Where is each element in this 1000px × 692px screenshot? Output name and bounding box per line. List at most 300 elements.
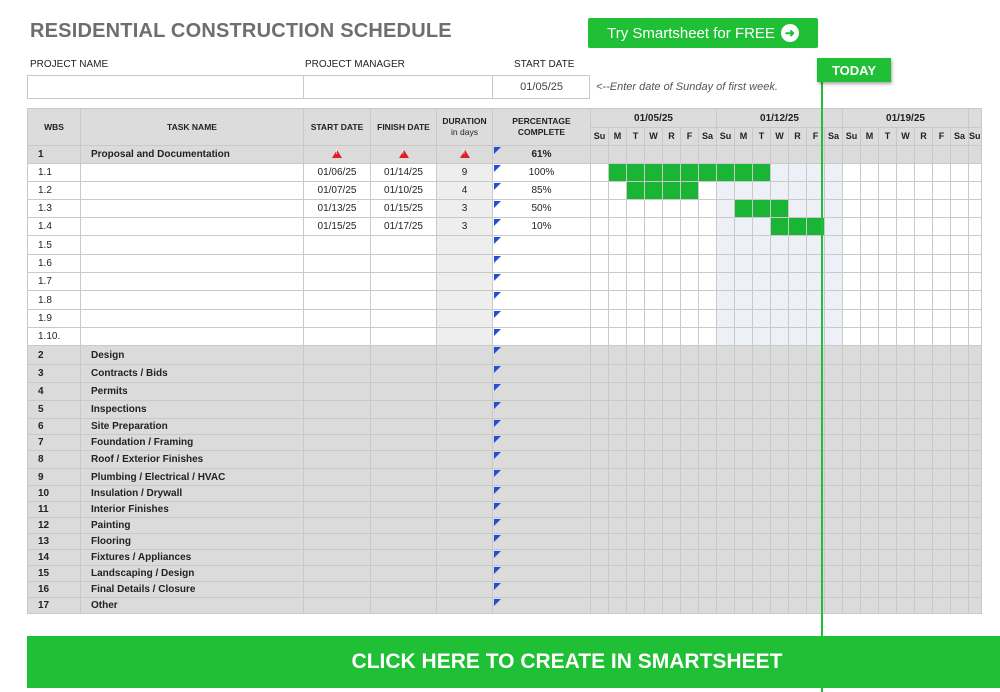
percent-complete-cell[interactable] xyxy=(493,182,591,200)
task-name-cell[interactable] xyxy=(81,164,304,182)
start-date-cell[interactable] xyxy=(304,255,371,273)
start-date-cell[interactable] xyxy=(304,328,371,346)
gantt-day-cell xyxy=(951,550,969,566)
table-row[interactable] xyxy=(28,273,982,291)
gantt-day-cell xyxy=(627,566,645,582)
start-date-cell[interactable]: 01/06/25 xyxy=(304,164,371,182)
duration-cell xyxy=(437,346,493,365)
table-row[interactable] xyxy=(28,598,982,614)
gantt-bar-cell xyxy=(735,200,753,218)
gantt-day-cell xyxy=(861,486,879,502)
percent-complete-cell[interactable] xyxy=(493,310,591,328)
gantt-day-cell xyxy=(897,598,915,614)
table-row[interactable] xyxy=(28,182,982,200)
gantt-day-cell xyxy=(915,534,933,550)
gantt-day-cell xyxy=(627,518,645,534)
percent-complete-cell[interactable] xyxy=(493,218,591,236)
start-date-cell[interactable] xyxy=(304,582,371,598)
gantt-day-cell xyxy=(753,182,771,200)
day-header: M xyxy=(861,128,879,146)
duration-cell xyxy=(437,291,493,310)
start-date-cell[interactable] xyxy=(304,502,371,518)
gantt-day-cell xyxy=(735,346,753,365)
gantt-day-cell xyxy=(897,310,915,328)
percent-complete-cell[interactable] xyxy=(493,582,591,598)
create-in-smartsheet-button[interactable] xyxy=(27,636,1000,688)
table-row[interactable] xyxy=(28,469,982,486)
finish-date-cell[interactable]: 01/10/25 xyxy=(371,182,437,200)
gantt-day-cell xyxy=(699,218,717,236)
task-name-cell[interactable]: Painting xyxy=(81,518,304,534)
try-smartsheet-button[interactable] xyxy=(588,18,818,48)
start-date-cell[interactable] xyxy=(304,419,371,435)
table-row[interactable] xyxy=(28,550,982,566)
gantt-day-cell xyxy=(879,182,897,200)
gantt-day-cell xyxy=(771,236,789,255)
finish-date-cell[interactable] xyxy=(371,146,437,164)
start-date-cell[interactable] xyxy=(304,451,371,469)
finish-date-cell[interactable] xyxy=(371,365,437,383)
task-name-cell[interactable]: Flooring xyxy=(81,534,304,550)
table-row[interactable] xyxy=(28,419,982,435)
gantt-day-cell xyxy=(843,451,861,469)
percent-complete-cell[interactable] xyxy=(493,566,591,582)
gantt-day-cell xyxy=(735,451,753,469)
start-date-cell[interactable] xyxy=(304,236,371,255)
gantt-day-cell xyxy=(861,598,879,614)
gantt-day-cell xyxy=(663,598,681,614)
start-date-cell[interactable] xyxy=(304,383,371,401)
percent-complete-cell[interactable] xyxy=(493,365,591,383)
finish-date-cell[interactable] xyxy=(371,534,437,550)
day-header: Su xyxy=(591,128,609,146)
start-date-cell[interactable] xyxy=(304,310,371,328)
gantt-day-cell xyxy=(645,273,663,291)
gantt-day-cell xyxy=(609,401,627,419)
gantt-day-cell xyxy=(771,310,789,328)
gantt-day-cell xyxy=(771,469,789,486)
task-name-cell[interactable] xyxy=(81,200,304,218)
finish-date-cell[interactable] xyxy=(371,328,437,346)
comment-flag-icon xyxy=(494,147,501,154)
table-row[interactable] xyxy=(28,200,982,218)
project-name-field[interactable] xyxy=(27,75,304,99)
task-name-cell[interactable] xyxy=(81,310,304,328)
gantt-day-cell xyxy=(663,469,681,486)
percent-complete-cell[interactable] xyxy=(493,291,591,310)
percent-complete-cell[interactable] xyxy=(493,146,591,164)
finish-date-cell[interactable] xyxy=(371,291,437,310)
gantt-day-cell xyxy=(933,582,951,598)
gantt-day-cell xyxy=(933,255,951,273)
week-header-3: 01/19/25 xyxy=(843,109,969,128)
percent-complete-cell[interactable] xyxy=(493,401,591,419)
start-date-cell[interactable] xyxy=(304,550,371,566)
gantt-day-cell xyxy=(825,164,843,182)
comment-flag-icon xyxy=(494,201,501,208)
gantt-day-cell xyxy=(951,310,969,328)
gantt-day-cell xyxy=(681,469,699,486)
gantt-day-cell xyxy=(627,419,645,435)
col-header-wbs: WBS xyxy=(28,109,81,146)
task-name-cell[interactable]: Contracts / Bids xyxy=(81,365,304,383)
percent-complete-cell[interactable] xyxy=(493,273,591,291)
gantt-day-cell xyxy=(969,346,982,365)
gantt-day-cell xyxy=(735,365,753,383)
percent-complete-cell[interactable] xyxy=(493,502,591,518)
start-date-cell[interactable]: 01/07/25 xyxy=(304,182,371,200)
gantt-day-cell xyxy=(825,200,843,218)
gantt-day-cell xyxy=(681,518,699,534)
gantt-bar-cell xyxy=(753,200,771,218)
project-manager-field[interactable] xyxy=(303,75,493,99)
day-header: W xyxy=(771,128,789,146)
gantt-day-cell xyxy=(663,310,681,328)
gantt-day-cell xyxy=(915,419,933,435)
task-name-cell[interactable]: Interior Finishes xyxy=(81,502,304,518)
task-name-cell[interactable]: Landscaping / Design xyxy=(81,566,304,582)
percent-complete-cell[interactable] xyxy=(493,550,591,566)
start-date-cell[interactable] xyxy=(304,435,371,451)
percent-complete-cell[interactable] xyxy=(493,255,591,273)
percent-complete-cell[interactable] xyxy=(493,435,591,451)
gantt-day-cell xyxy=(627,534,645,550)
gantt-day-cell xyxy=(879,502,897,518)
start-date-cell[interactable] xyxy=(304,146,371,164)
duration-cell xyxy=(437,518,493,534)
finish-date-cell[interactable] xyxy=(371,401,437,419)
gantt-day-cell xyxy=(663,566,681,582)
comment-flag-icon xyxy=(494,599,501,606)
gantt-day-cell xyxy=(753,273,771,291)
task-name-cell[interactable]: Inspections xyxy=(81,401,304,419)
day-header: Su xyxy=(969,128,982,146)
gantt-day-cell xyxy=(969,365,982,383)
gantt-day-cell xyxy=(609,550,627,566)
gantt-day-cell xyxy=(843,236,861,255)
gantt-day-cell xyxy=(627,291,645,310)
gantt-day-cell xyxy=(843,218,861,236)
finish-date-cell[interactable] xyxy=(371,486,437,502)
finish-date-cell[interactable] xyxy=(371,518,437,534)
comment-flag-icon xyxy=(494,274,501,281)
duration-cell xyxy=(437,310,493,328)
gantt-day-cell xyxy=(699,451,717,469)
start-date-cell[interactable] xyxy=(304,365,371,383)
gantt-day-cell xyxy=(627,598,645,614)
percent-complete-cell[interactable] xyxy=(493,383,591,401)
table-row[interactable] xyxy=(28,146,982,164)
gantt-day-cell xyxy=(591,200,609,218)
wbs-cell: 15 xyxy=(28,566,81,582)
task-name-cell[interactable]: Foundation / Framing xyxy=(81,435,304,451)
gantt-day-cell xyxy=(879,566,897,582)
day-header: F xyxy=(933,128,951,146)
start-date-cell[interactable]: 01/15/25 xyxy=(304,218,371,236)
table-row[interactable] xyxy=(28,310,982,328)
finish-date-cell[interactable] xyxy=(371,582,437,598)
finish-date-cell[interactable] xyxy=(371,451,437,469)
percent-complete-cell[interactable] xyxy=(493,518,591,534)
table-row[interactable] xyxy=(28,401,982,419)
gantt-day-cell xyxy=(879,419,897,435)
project-name-label: PROJECT NAME xyxy=(30,59,109,70)
finish-date-cell[interactable]: 01/14/25 xyxy=(371,164,437,182)
gantt-day-cell xyxy=(969,582,982,598)
gantt-day-cell xyxy=(609,310,627,328)
table-row[interactable] xyxy=(28,365,982,383)
percent-complete-cell[interactable] xyxy=(493,486,591,502)
percent-complete-cell[interactable] xyxy=(493,419,591,435)
gantt-day-cell xyxy=(609,200,627,218)
col-header-duration xyxy=(437,109,493,146)
task-name-cell[interactable]: Other xyxy=(81,598,304,614)
start-date-cell[interactable] xyxy=(304,534,371,550)
gantt-day-cell xyxy=(843,486,861,502)
finish-date-cell[interactable] xyxy=(371,383,437,401)
start-date-cell[interactable] xyxy=(304,566,371,582)
try-smartsheet-label: Try Smartsheet for FREE xyxy=(607,24,775,42)
duration-cell xyxy=(437,502,493,518)
table-row[interactable] xyxy=(28,164,982,182)
gantt-day-cell xyxy=(681,534,699,550)
arrow-circle-icon: ➜ xyxy=(781,24,799,42)
table-row[interactable] xyxy=(28,518,982,534)
gantt-day-cell xyxy=(663,365,681,383)
task-name-cell[interactable]: Plumbing / Electrical / HVAC xyxy=(81,469,304,486)
finish-date-cell[interactable]: 01/17/25 xyxy=(371,218,437,236)
gantt-day-cell xyxy=(825,401,843,419)
comment-flag-icon xyxy=(494,470,501,477)
day-header: Sa xyxy=(699,128,717,146)
gantt-day-cell xyxy=(663,200,681,218)
gantt-day-cell xyxy=(915,401,933,419)
duration-cell xyxy=(437,328,493,346)
finish-date-cell[interactable] xyxy=(371,419,437,435)
gantt-day-cell xyxy=(861,200,879,218)
gantt-day-cell xyxy=(699,435,717,451)
gantt-bar-cell xyxy=(645,164,663,182)
task-name-cell[interactable]: Insulation / Drywall xyxy=(81,486,304,502)
gantt-day-cell xyxy=(879,598,897,614)
gantt-bar-cell xyxy=(645,182,663,200)
start-date-cell[interactable] xyxy=(304,486,371,502)
gantt-day-cell xyxy=(897,451,915,469)
duration-cell xyxy=(437,365,493,383)
start-date-cell[interactable] xyxy=(304,598,371,614)
comment-flag-icon xyxy=(494,219,501,226)
wbs-cell: 10 xyxy=(28,486,81,502)
gantt-day-cell xyxy=(753,419,771,435)
gantt-day-cell xyxy=(969,598,982,614)
gantt-day-cell xyxy=(591,164,609,182)
percent-complete-cell[interactable] xyxy=(493,469,591,486)
gantt-day-cell xyxy=(663,255,681,273)
percent-complete-cell[interactable] xyxy=(493,534,591,550)
gantt-day-cell xyxy=(717,534,735,550)
start-date-field[interactable]: 01/05/25 xyxy=(492,75,590,99)
table-row[interactable] xyxy=(28,383,982,401)
finish-date-cell[interactable] xyxy=(371,255,437,273)
percent-complete-cell[interactable] xyxy=(493,451,591,469)
start-date-cell[interactable]: 01/13/25 xyxy=(304,200,371,218)
finish-date-cell[interactable] xyxy=(371,273,437,291)
finish-date-cell[interactable] xyxy=(371,598,437,614)
week-header-1: 01/05/25 xyxy=(591,109,717,128)
gantt-day-cell xyxy=(861,451,879,469)
gantt-day-cell xyxy=(861,365,879,383)
finish-date-cell[interactable] xyxy=(371,469,437,486)
gantt-day-cell xyxy=(771,273,789,291)
gantt-day-cell xyxy=(735,486,753,502)
start-date-cell[interactable] xyxy=(304,469,371,486)
gantt-day-cell xyxy=(951,291,969,310)
gantt-day-cell xyxy=(681,383,699,401)
gantt-day-cell xyxy=(825,365,843,383)
gantt-day-cell xyxy=(969,383,982,401)
gantt-day-cell xyxy=(861,518,879,534)
task-name-cell[interactable]: Design xyxy=(81,346,304,365)
finish-date-cell[interactable] xyxy=(371,236,437,255)
finish-date-cell[interactable] xyxy=(371,502,437,518)
gantt-day-cell xyxy=(951,469,969,486)
gantt-day-cell xyxy=(609,182,627,200)
task-name-cell[interactable] xyxy=(81,273,304,291)
gantt-day-cell xyxy=(861,419,879,435)
finish-date-cell[interactable]: 01/15/25 xyxy=(371,200,437,218)
percent-complete-cell[interactable] xyxy=(493,346,591,365)
gantt-day-cell xyxy=(879,255,897,273)
task-name-cell[interactable] xyxy=(81,255,304,273)
start-date-label: START DATE xyxy=(514,59,575,70)
gantt-day-cell xyxy=(681,486,699,502)
gantt-day-cell xyxy=(681,273,699,291)
gantt-day-cell xyxy=(681,328,699,346)
gantt-day-cell xyxy=(861,401,879,419)
task-name-cell[interactable] xyxy=(81,236,304,255)
start-date-cell[interactable] xyxy=(304,518,371,534)
table-row[interactable] xyxy=(28,218,982,236)
gantt-day-cell xyxy=(627,401,645,419)
table-row[interactable] xyxy=(28,582,982,598)
gantt-day-cell xyxy=(681,419,699,435)
gantt-day-cell xyxy=(609,273,627,291)
gantt-day-cell xyxy=(951,146,969,164)
task-name-cell[interactable] xyxy=(81,182,304,200)
percent-complete-cell[interactable] xyxy=(493,328,591,346)
task-name-cell[interactable]: Final Details / Closure xyxy=(81,582,304,598)
gantt-day-cell xyxy=(753,383,771,401)
comment-flag-icon xyxy=(494,503,501,510)
task-name-cell[interactable]: Site Preparation xyxy=(81,419,304,435)
table-row[interactable] xyxy=(28,451,982,469)
wbs-cell: 1.8 xyxy=(28,291,81,310)
gantt-day-cell xyxy=(627,451,645,469)
start-date-cell[interactable] xyxy=(304,273,371,291)
gantt-day-cell xyxy=(735,236,753,255)
task-name-cell[interactable]: Proposal and Documentation xyxy=(81,146,304,164)
finish-date-cell[interactable] xyxy=(371,346,437,365)
gantt-day-cell xyxy=(735,255,753,273)
gantt-day-cell xyxy=(609,346,627,365)
gantt-day-cell xyxy=(771,486,789,502)
finish-date-cell[interactable] xyxy=(371,435,437,451)
gantt-day-cell xyxy=(933,164,951,182)
gantt-day-cell xyxy=(969,291,982,310)
gantt-day-cell xyxy=(789,164,807,182)
start-date-cell[interactable] xyxy=(304,346,371,365)
comment-flag-icon xyxy=(494,329,501,336)
day-header: R xyxy=(915,128,933,146)
task-name-cell[interactable] xyxy=(81,218,304,236)
percent-complete-cell[interactable] xyxy=(493,200,591,218)
finish-date-cell[interactable] xyxy=(371,566,437,582)
gantt-day-cell xyxy=(897,200,915,218)
gantt-day-cell xyxy=(681,435,699,451)
gantt-day-cell xyxy=(591,486,609,502)
today-badge: TODAY xyxy=(817,58,891,82)
task-name-cell[interactable] xyxy=(81,328,304,346)
gantt-day-cell xyxy=(771,182,789,200)
table-row[interactable] xyxy=(28,435,982,451)
gantt-day-cell xyxy=(825,550,843,566)
table-row[interactable] xyxy=(28,328,982,346)
gantt-day-cell xyxy=(915,451,933,469)
gantt-day-cell xyxy=(609,502,627,518)
gantt-day-cell xyxy=(663,146,681,164)
gantt-day-cell xyxy=(879,518,897,534)
day-header: Su xyxy=(843,128,861,146)
gantt-day-cell xyxy=(645,435,663,451)
wbs-cell: 16 xyxy=(28,582,81,598)
start-date-cell[interactable] xyxy=(304,401,371,419)
percent-value: 100% xyxy=(528,167,555,178)
table-row[interactable] xyxy=(28,534,982,550)
percent-complete-cell[interactable] xyxy=(493,598,591,614)
gantt-day-cell xyxy=(933,273,951,291)
table-row[interactable] xyxy=(28,346,982,365)
table-row[interactable] xyxy=(28,236,982,255)
gantt-day-cell xyxy=(591,401,609,419)
table-row[interactable] xyxy=(28,486,982,502)
finish-date-cell[interactable] xyxy=(371,310,437,328)
gantt-day-cell xyxy=(717,518,735,534)
gantt-day-cell xyxy=(609,291,627,310)
task-name-cell[interactable]: Roof / Exterior Finishes xyxy=(81,451,304,469)
task-name-cell[interactable] xyxy=(81,291,304,310)
percent-complete-cell[interactable] xyxy=(493,164,591,182)
gantt-day-cell xyxy=(735,550,753,566)
table-row[interactable] xyxy=(28,291,982,310)
gantt-day-cell xyxy=(969,435,982,451)
start-date-cell[interactable] xyxy=(304,291,371,310)
gantt-day-cell xyxy=(663,518,681,534)
gantt-bar-cell xyxy=(771,200,789,218)
percent-complete-cell[interactable] xyxy=(493,236,591,255)
gantt-day-cell xyxy=(915,486,933,502)
table-row[interactable] xyxy=(28,566,982,582)
gantt-day-cell xyxy=(753,550,771,566)
table-row[interactable] xyxy=(28,502,982,518)
table-row[interactable] xyxy=(28,255,982,273)
finish-date-cell[interactable] xyxy=(371,550,437,566)
gantt-day-cell xyxy=(951,328,969,346)
gantt-day-cell xyxy=(933,550,951,566)
gantt-day-cell xyxy=(591,291,609,310)
task-name-cell[interactable]: Fixtures / Appliances xyxy=(81,550,304,566)
gantt-day-cell xyxy=(897,401,915,419)
task-name-cell[interactable]: Permits xyxy=(81,383,304,401)
